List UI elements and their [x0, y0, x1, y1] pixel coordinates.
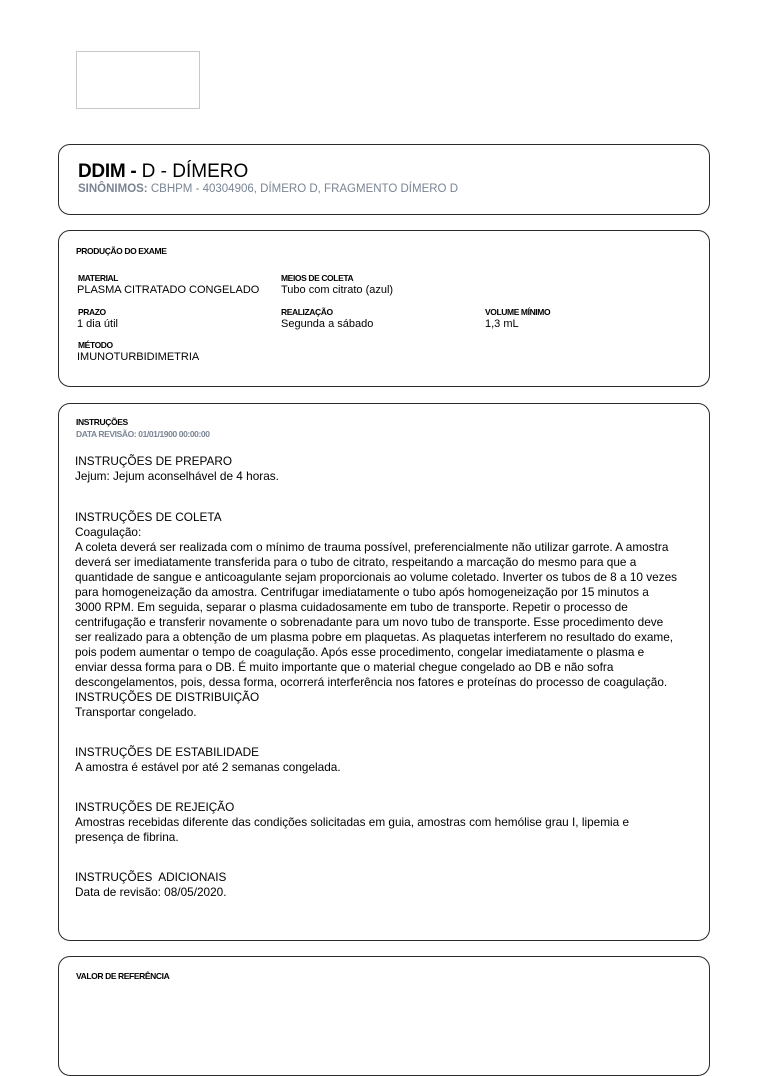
coleta-title: INSTRUÇÕES DE COLETA — [75, 510, 222, 524]
instructions-heading: INSTRUÇÕES — [76, 417, 128, 427]
metodo-label: MÉTODO — [78, 340, 113, 350]
coleta-line: 3000 RPM. Em seguida, separar o plasma cuidadosamente em tubo de transporte. Repetir o processo de — [75, 600, 628, 614]
synonyms-label: SINÔNIMOS: — [78, 183, 148, 195]
production-panel — [58, 230, 710, 387]
coleta-line: quantidade de sangue e anticoagulante sejam proporcionais ao volume coletado. Inverter os tubos de 8 a 10 vezes — [75, 570, 678, 584]
prazo-value: 1 dia útil — [77, 318, 118, 330]
rejeicao-section — [75, 800, 695, 845]
adicionais-section — [75, 870, 695, 900]
instructions-panel — [58, 403, 710, 941]
coleta-section — [75, 510, 695, 690]
page-title — [78, 161, 248, 183]
reference-heading: VALOR DE REFERÊNCIA — [76, 971, 170, 981]
distribuicao-section — [75, 690, 695, 720]
preparo-body: Jejum: Jejum aconselhável de 4 horas. — [75, 469, 279, 483]
estabilidade-title: INSTRUÇÕES DE ESTABILIDADE — [75, 745, 259, 759]
synonyms — [78, 183, 458, 195]
production-heading: PRODUÇÃO DO EXAME — [76, 246, 167, 256]
exam-code: DDIM - — [78, 161, 137, 182]
adicionais-body: Data de revisão: 08/05/2020. — [75, 885, 227, 899]
preparo-title: INSTRUÇÕES DE PREPARO — [75, 454, 233, 468]
coleta-line: ser realizado para a obtenção de um plasma pobre em plaquetas. As plaquetas interferem no resultado do exame, — [75, 630, 674, 644]
coleta-line: enviar dessa forma para o DB. É muito importante que o material chegue congelado ao DB e não sofra — [75, 660, 614, 674]
coleta-line: pois podem aumentar o tempo de coagulação. Após esse procedimento, congelar imediatamente o plasma e — [75, 645, 645, 659]
coleta-line: deverá ser imediatamente transferida para o tubo de citrato, respeitando a marcação do mesmo para que a — [75, 555, 637, 569]
estabilidade-body: A amostra é estável por até 2 semanas congelada. — [75, 760, 341, 774]
material-value: PLASMA CITRATADO CONGELADO — [77, 284, 260, 296]
exam-title-panel — [58, 144, 710, 215]
reference-panel — [58, 956, 710, 1076]
coleta-line: centrifugação e transferir novamente o sobrenadante para um novo tubo de transporte. Esse procedimento deve — [75, 615, 664, 629]
coleta-line: para homogeneização da amostra. Centrifugar imediatamente o tubo após homogeneização por 15 minutos a — [75, 585, 649, 599]
distribuicao-body: Transportar congelado. — [75, 705, 197, 719]
logo-placeholder — [76, 51, 200, 109]
rejeicao-title: INSTRUÇÕES DE REJEIÇÃO — [75, 800, 235, 814]
rejeicao-line: Amostras recebidas diferente das condições solicitadas em guia, amostras com hemólise grau I, lipemia e — [75, 815, 630, 829]
coleta-line: Coagulação: — [75, 525, 142, 539]
exam-name: D - DÍMERO — [141, 161, 249, 182]
prazo-label: PRAZO — [78, 307, 106, 317]
coleta-line: descongelamentos, pois, dessa forma, ocorrerá interferência nos fatores e proteínas do processo de coagulação. — [75, 675, 668, 689]
rejeicao-line: presença de fibrina. — [75, 830, 179, 844]
volume-minimo-value: 1,3 mL — [485, 318, 519, 330]
adicionais-title: INSTRUÇÕES ADICIONAIS — [75, 870, 227, 884]
volume-minimo-label: VOLUME MÍNIMO — [485, 307, 551, 317]
distribuicao-title: INSTRUÇÕES DE DISTRIBUIÇÃO — [75, 690, 260, 704]
material-label: MATERIAL — [78, 273, 119, 283]
realizacao-label: REALIZAÇÃO — [281, 307, 333, 317]
metodo-value: IMUNOTURBIDIMETRIA — [77, 351, 200, 363]
synonyms-value: CBHPM - 40304906, DÍMERO D, FRAGMENTO DÍMERO D — [150, 183, 458, 195]
estabilidade-section — [75, 745, 695, 775]
revision-date: DATA REVISÃO: 01/01/1900 00:00:00 — [76, 429, 210, 439]
preparo-section — [75, 454, 695, 484]
meios-coleta-value: Tubo com citrato (azul) — [281, 284, 394, 296]
coleta-line: A coleta deverá ser realizada com o mínimo de trauma possível, preferencialmente não utilizar garrote. A amostra — [75, 540, 669, 554]
meios-coleta-label: MEIOS DE COLETA — [281, 273, 354, 283]
realizacao-value: Segunda a sábado — [281, 318, 374, 330]
